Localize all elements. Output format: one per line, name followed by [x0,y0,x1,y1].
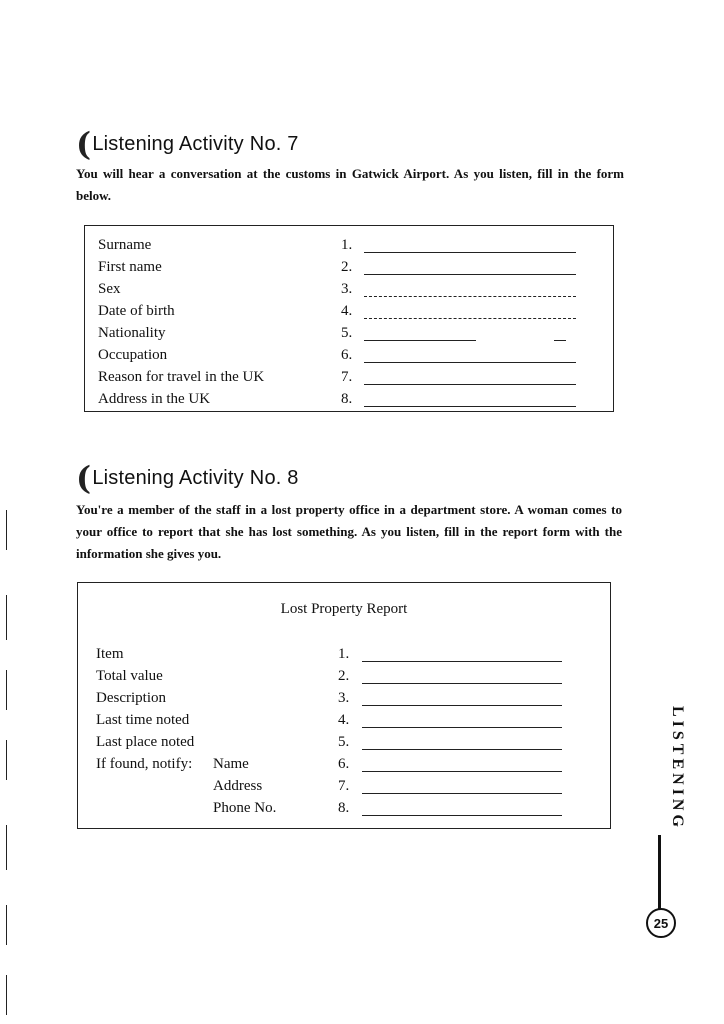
field-number: 2. [338,668,350,684]
field-label: Sex [98,281,121,297]
answer-line-1[interactable] [364,252,576,253]
form-row [96,775,596,797]
field-number: 8. [338,800,350,816]
scan-margin-mark [6,740,7,780]
activity-8-heading [76,459,299,497]
report-answer-line-3[interactable] [362,705,562,706]
answer-line-8[interactable] [364,406,576,407]
field-number: 8. [341,391,353,407]
report-answer-line-4[interactable] [362,727,562,728]
form-row [96,709,596,731]
form-row [96,753,596,775]
field-label: Address in the UK [98,391,211,407]
activity-7-title: Listening Activity [92,132,244,155]
field-label: Last time noted [96,712,190,728]
scan-margin-mark [6,825,7,870]
field-label: Description [96,690,166,706]
scan-margin-mark [6,670,7,710]
report-title: Lost Property Report [280,601,408,617]
form-row [98,234,598,256]
page-number: 25 [646,908,676,938]
report-answer-line-5[interactable] [362,749,562,750]
form-row [98,300,598,322]
field-number: 4. [338,712,350,728]
field-sublabel: Address [213,778,263,794]
field-number: 4. [341,303,353,319]
field-label: Item [96,646,124,662]
scan-margin-mark [6,595,7,640]
field-number: 2. [341,259,353,275]
answer-line-2[interactable] [364,274,576,275]
form-row [98,322,598,344]
report-answer-line-8[interactable] [362,815,562,816]
form-row [98,388,598,410]
field-label: Surname [98,237,152,253]
answer-line-3[interactable] [364,296,576,297]
heading-bracket-icon: ( [76,125,92,163]
form-row [98,344,598,366]
scan-margin-mark [6,905,7,945]
form-row [98,256,598,278]
field-number: 6. [338,756,350,772]
answer-line-7[interactable] [364,384,576,385]
heading-bracket-icon: ( [76,459,92,497]
form-row [98,366,598,388]
report-answer-line-1[interactable] [362,661,562,662]
field-label: Last place noted [96,734,195,750]
field-number: 6. [341,347,353,363]
form-row [96,687,596,709]
field-sublabel: Name [213,756,249,772]
field-number: 3. [341,281,353,297]
field-number: 1. [338,646,350,662]
field-label: If found, notify: [96,756,193,772]
activity-7-number: No. 7 [249,132,299,155]
form-row [96,731,596,753]
answer-line-5-tail [554,340,566,341]
form-row [98,278,598,300]
report-answer-line-6[interactable] [362,771,562,772]
report-answer-line-7[interactable] [362,793,562,794]
answer-line-4[interactable] [364,318,576,319]
activity-7-instructions: You will hear a conversation at the customs in Gatwick Airport. As you listen, fill in the form below. [76,166,624,203]
field-label: First name [98,259,162,275]
scan-margin-mark [6,975,7,1015]
field-label: Nationality [98,325,166,341]
field-label: Reason for travel in the UK [98,369,265,385]
field-label: Occupation [98,347,168,363]
answer-line-6[interactable] [364,362,576,363]
activity-8-title: Listening Activity [92,466,244,489]
form-row [96,797,596,819]
field-number: 5. [341,325,353,341]
section-tab-label: LISTENING [669,706,686,831]
scan-margin-mark [6,510,7,550]
activity-8-instructions: You're a member of the staff in a lost property office in a department store. A woman comes to your office to report that she has lost something. As you listen, fill in the report form with the information she gives you. [76,502,622,561]
field-number: 5. [338,734,350,750]
activity-8-number: No. 8 [249,466,299,489]
answer-line-5[interactable] [364,340,476,341]
report-answer-line-2[interactable] [362,683,562,684]
form-row [96,643,596,665]
field-number: 7. [338,778,350,794]
form-row [96,665,596,687]
tab-stem-decoration [658,835,661,910]
field-sublabel: Phone No. [213,800,277,816]
activity-7-form [84,225,614,412]
field-number: 7. [341,369,353,385]
lost-property-report-form [77,582,611,829]
field-number: 3. [338,690,350,706]
activity-7-heading [76,125,299,163]
field-label: Total value [96,668,163,684]
field-number: 1. [341,237,353,253]
field-label: Date of birth [98,303,175,319]
